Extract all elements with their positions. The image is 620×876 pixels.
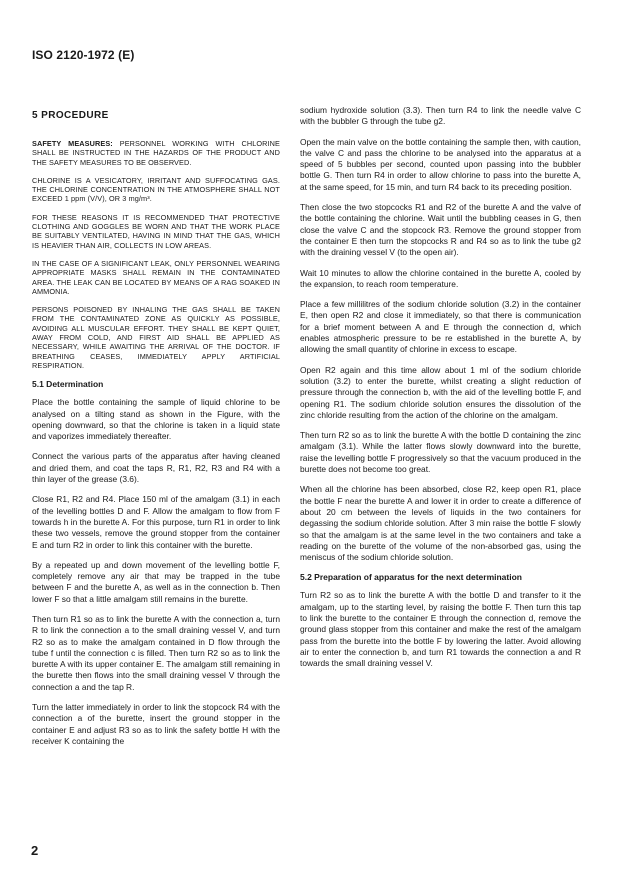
left-column: [32, 105, 280, 756]
subsection-heading-preparation: 5.2 Preparation of apparatus for the next determination: [300, 572, 522, 583]
section-heading: 5 PROCEDURE: [32, 110, 109, 121]
body-paragraph: Place the bottle containing the sample of liquid chlorine to be analysed on a tilting stand as shown in the Figure, with the opening downward, so that the chlorine is taken in a liquid state and vaporizes immediately thereafter.: [32, 397, 280, 442]
body-paragraph: Open R2 again and this time allow about 1 ml of the sodium chloride solution (3.2) to enter the burette, whilst creating a slight reduction of pressure through the connection b, with the aid of the levelling bottle F, and opening R1. The sodium chloride solution ensures the dissolution of the zinc chloride resulting from the action of the chlorine on the amalgam.: [300, 364, 581, 420]
body-paragraph: Then turn R1 so as to link the burette A with the connection a, turn R to link the connection a to the small draining vessel V, and turn R2 so as to make the amalgam contained in D flow through the tube f until the connection c is filled. Then turn R2 so as to link the burette A with its upper container E. The amalgam still remaining in the burette then flows into the small draining vessel V through the connection a and the tap R.: [32, 613, 280, 692]
subsection-heading-determination: 5.1 Determination: [32, 379, 104, 390]
body-paragraph: Place a few millilitres of the sodium chloride solution (3.2) in the container E, then open R2 and close it immediately, so that there is communication for a brief moment between A and E through the connection d, which enables atmospheric pressure to be re established in the burette A, by allowing the small quantity of chlorine in excess to escape.: [300, 299, 581, 355]
body-paragraph: Connect the various parts of the apparatus after having cleaned and dried them, and coat the taps R, R1, R2, R3 and R4 with a thin layer of the grease (3.6).: [32, 451, 280, 485]
body-paragraph: Turn R2 so as to link the burette A with the bottle D and transfer to it the amalgam, up to the starting level, by raising the bottle F. Then turn this tap to link the burette to the container E through the connection d, remove the ground glass stopper from this container and make the rest of the amalgam pass from the burette into the bottle F by lowering the latter. Avoid allowing air to enter the connection b, and turn R1 towards the connection a and R towards the small draining vessel V.: [300, 590, 581, 669]
safety-paragraph: [32, 139, 280, 167]
body-paragraph: Then turn R2 so as to link the burette A with the bottle D containing the zinc amalgam (3.1). While the latter flows slowly downward into the burette, raise the levelling bottle F progressively so that the vacuum produced in the burette does not become too great.: [300, 430, 581, 475]
safety-lead: SAFETY MEASURES:: [32, 139, 113, 148]
caps-paragraph: IN THE CASE OF A SIGNIFICANT LEAK, ONLY PERSONNEL WEARING APPROPRIATE MASKS SHALL REMAIN IN THE CONTAMINATED AREA. THE LEAK CAN BE LOCATED BY MEANS OF A RAG SOAKED IN AMMONIA.: [32, 258, 280, 296]
caps-paragraph: CHLORINE IS A VESICATORY, IRRITANT AND SUFFOCATING GAS. THE CHLORINE CONCENTRATION IN THE ATMOSPHERE SHALL NOT EXCEED 1 ppm (V/V), OR 3 mg/m³.: [32, 175, 280, 204]
body-paragraph: Close R1, R2 and R4. Place 150 ml of the amalgam (3.1) in each of the levelling bottles D and F. Allow the amalgam to flow from F towards h in the burette A. For this purpose, turn R1 in order to link these two vessels, remove the ground stopper from the container E and turn R2 in order to link this container with the burette.: [32, 494, 280, 550]
caps-paragraph: FOR THESE REASONS IT IS RECOMMENDED THAT PROTECTIVE CLOTHING AND GOGGLES BE WORN AND THAT THE WORK PLACE BE SUITABLY VENTILATED, HAVING IN MIND THAT THE GAS, WHICH IS HEAVIER THAN AIR, COLLECTS IN LOW AREAS.: [32, 212, 280, 250]
body-paragraph: By a repeated up and down movement of the levelling bottle F, completely remove any air that may be trapped in the tube between F and the burette A, as well as in the connection b. Then lower F so that a little amalgam still remains in the burette.: [32, 559, 280, 604]
body-paragraph: Wait 10 minutes to allow the chlorine contained in the burette A, cooled by the expansion, to reach room temperature.: [300, 267, 581, 289]
page-number: 2: [31, 843, 39, 858]
body-paragraph: Open the main valve on the bottle containing the sample then, with caution, the valve C and pass the chlorine to be analysed into the apparatus at a speed of 5 bubbles per second, counted upon passing into the bubbler bottle G. Then turn R4 in order to allow chlorine to pass into the burette A, at the same speed, for 15 min, and turn R4 back to its preceding position.: [300, 136, 581, 192]
safety-text: PERSONNEL WORKING WITH CHLORINE SHALL BE INSTRUCTED IN THE HAZARDS OF THE PRODUCT AND THE SAFETY MEASURES TO BE OBSERVED.: [32, 139, 280, 167]
body-paragraph: Turn the latter immediately in order to link the stopcock R4 with the connection a of the burette, insert the ground stopper in the container E and adjust R3 so as to link the safety bottle H with the receiver K containing the: [32, 702, 280, 746]
right-column: [300, 105, 581, 678]
body-paragraph: sodium hydroxide solution (3.3). Then turn R4 to link the needle valve C with the bubbler G through the tube g2.: [300, 105, 581, 127]
caps-paragraph: PERSONS POISONED BY INHALING THE GAS SHALL BE TAKEN FROM THE CONTAMINATED ZONE AS QUICKLY AS POSSIBLE, AVOIDING ALL MUSCULAR EFFORT. THEY SHALL BE KEPT QUIET, AWAY FROM COLD, AND FIRST AID SHALL BE APPLIED AS NECESSARY, WHILE AWAITING THE ARRIVAL OF THE DOCTOR. IF BREATHING CEASES, IMMEDIATELY APPLY ARTIFICIAL RESPIRATION.: [32, 305, 280, 370]
document-id: ISO 2120-1972 (E): [32, 48, 135, 62]
body-paragraph: When all the chlorine has been absorbed, close R2, keep open R1, place the bottle F near the burette A and lower it in order to create a difference of about 20 cm between the levels of liquids in the two containers for degassing the sodium chloride solution. After 3 min raise the bottle F slowly so that the amalgam is at the same level in the two containers and take a reading on the burette of the volume of the non-absorbed gas, using the meniscus of the sodium chloride solution.: [300, 484, 581, 563]
body-paragraph: Then close the two stopcocks R1 and R2 of the burette A and the valve of the bottle containing the chlorine. Wait until the bubbling ceases in G, then close the valve C and the stopcock R3. Remove the ground stopper from the container E then turn the stopcocks R and R4 so as to link the tube g2 with the draining vessel V (to the open air).: [300, 202, 581, 258]
